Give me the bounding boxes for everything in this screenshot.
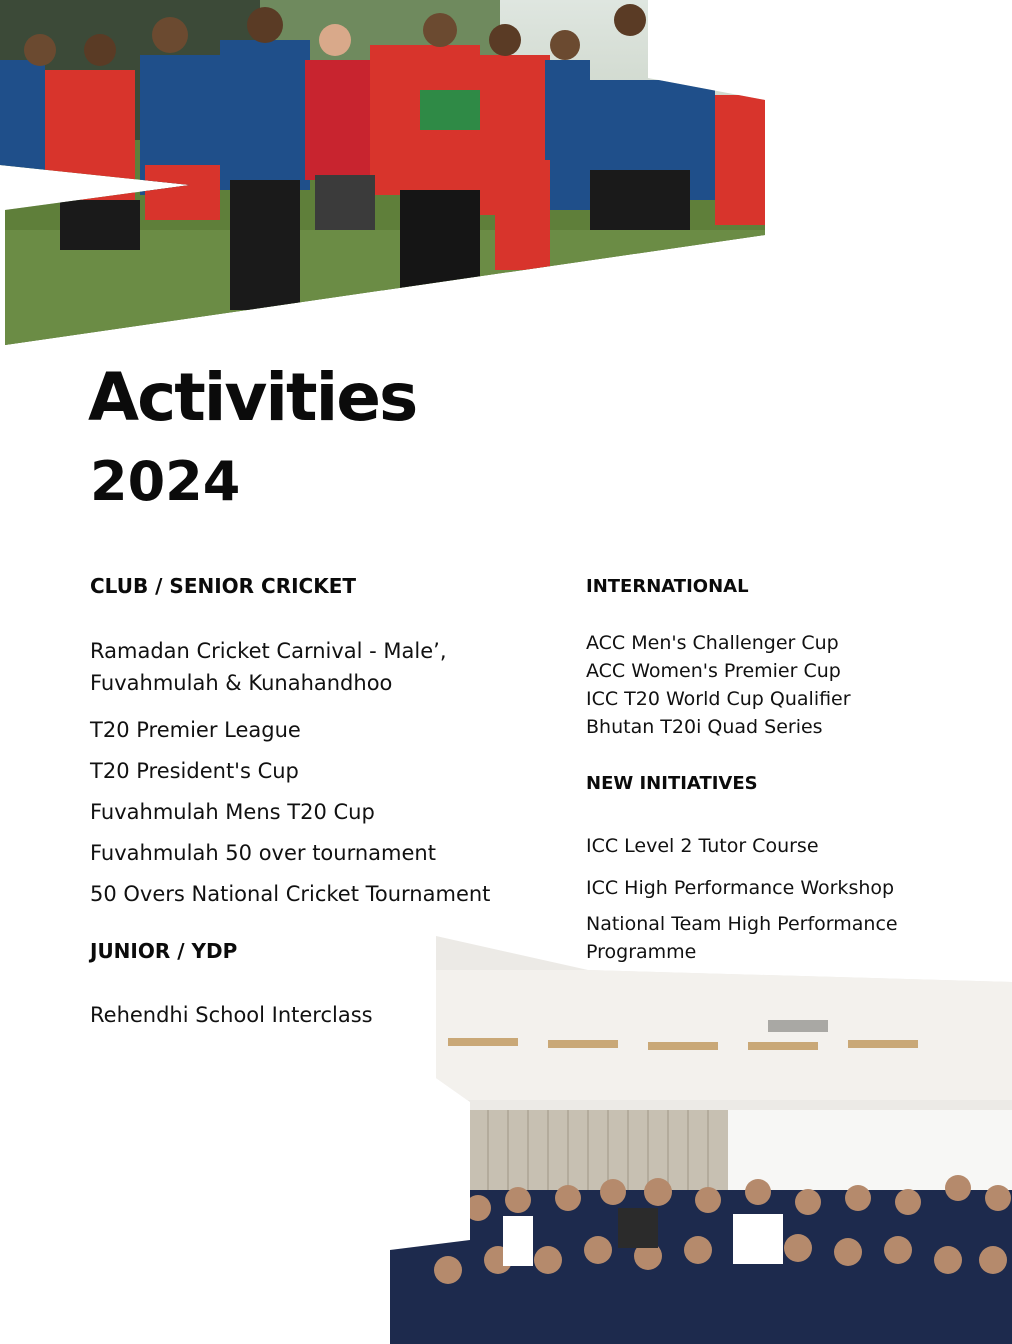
initiative-item: ICC Level 2 Tutor Course [586, 835, 819, 857]
page-year: 2024 [90, 450, 241, 513]
international-heading: INTERNATIONAL [586, 576, 749, 597]
club-senior-heading: CLUB / SENIOR CRICKET [90, 574, 357, 598]
initiative-item: National Team High Performance [586, 913, 898, 935]
international-item: Bhutan T20i Quad Series [586, 716, 823, 738]
international-item: ACC Men's Challenger Cup [586, 632, 839, 654]
junior-ydp-heading: JUNIOR / YDP [90, 939, 238, 963]
club-item: T20 Premier League [90, 718, 301, 742]
team-huddle-photo [0, 0, 770, 350]
club-item: T20 President's Cup [90, 759, 299, 783]
club-item: Fuvahmulah & Kunahandhoo [90, 671, 393, 695]
junior-item: Rehendhi School Interclass [90, 1003, 373, 1027]
international-item: ACC Women's Premier Cup [586, 660, 841, 682]
club-item: Ramadan Cricket Carnival - Male’, [90, 639, 447, 663]
initiative-item: Programme [586, 941, 697, 963]
international-item: ICC T20 World Cup Qualifier [586, 688, 851, 710]
club-item: 50 Overs National Cricket Tournament [90, 882, 491, 906]
page-title: Activities [88, 359, 417, 436]
workshop-group-photo [388, 930, 1012, 1344]
club-item: Fuvahmulah 50 over tournament [90, 841, 436, 865]
new-initiatives-heading: NEW INITIATIVES [586, 773, 758, 794]
initiative-item: ICC High Performance Workshop [586, 877, 895, 899]
club-item: Fuvahmulah Mens T20 Cup [90, 800, 375, 824]
